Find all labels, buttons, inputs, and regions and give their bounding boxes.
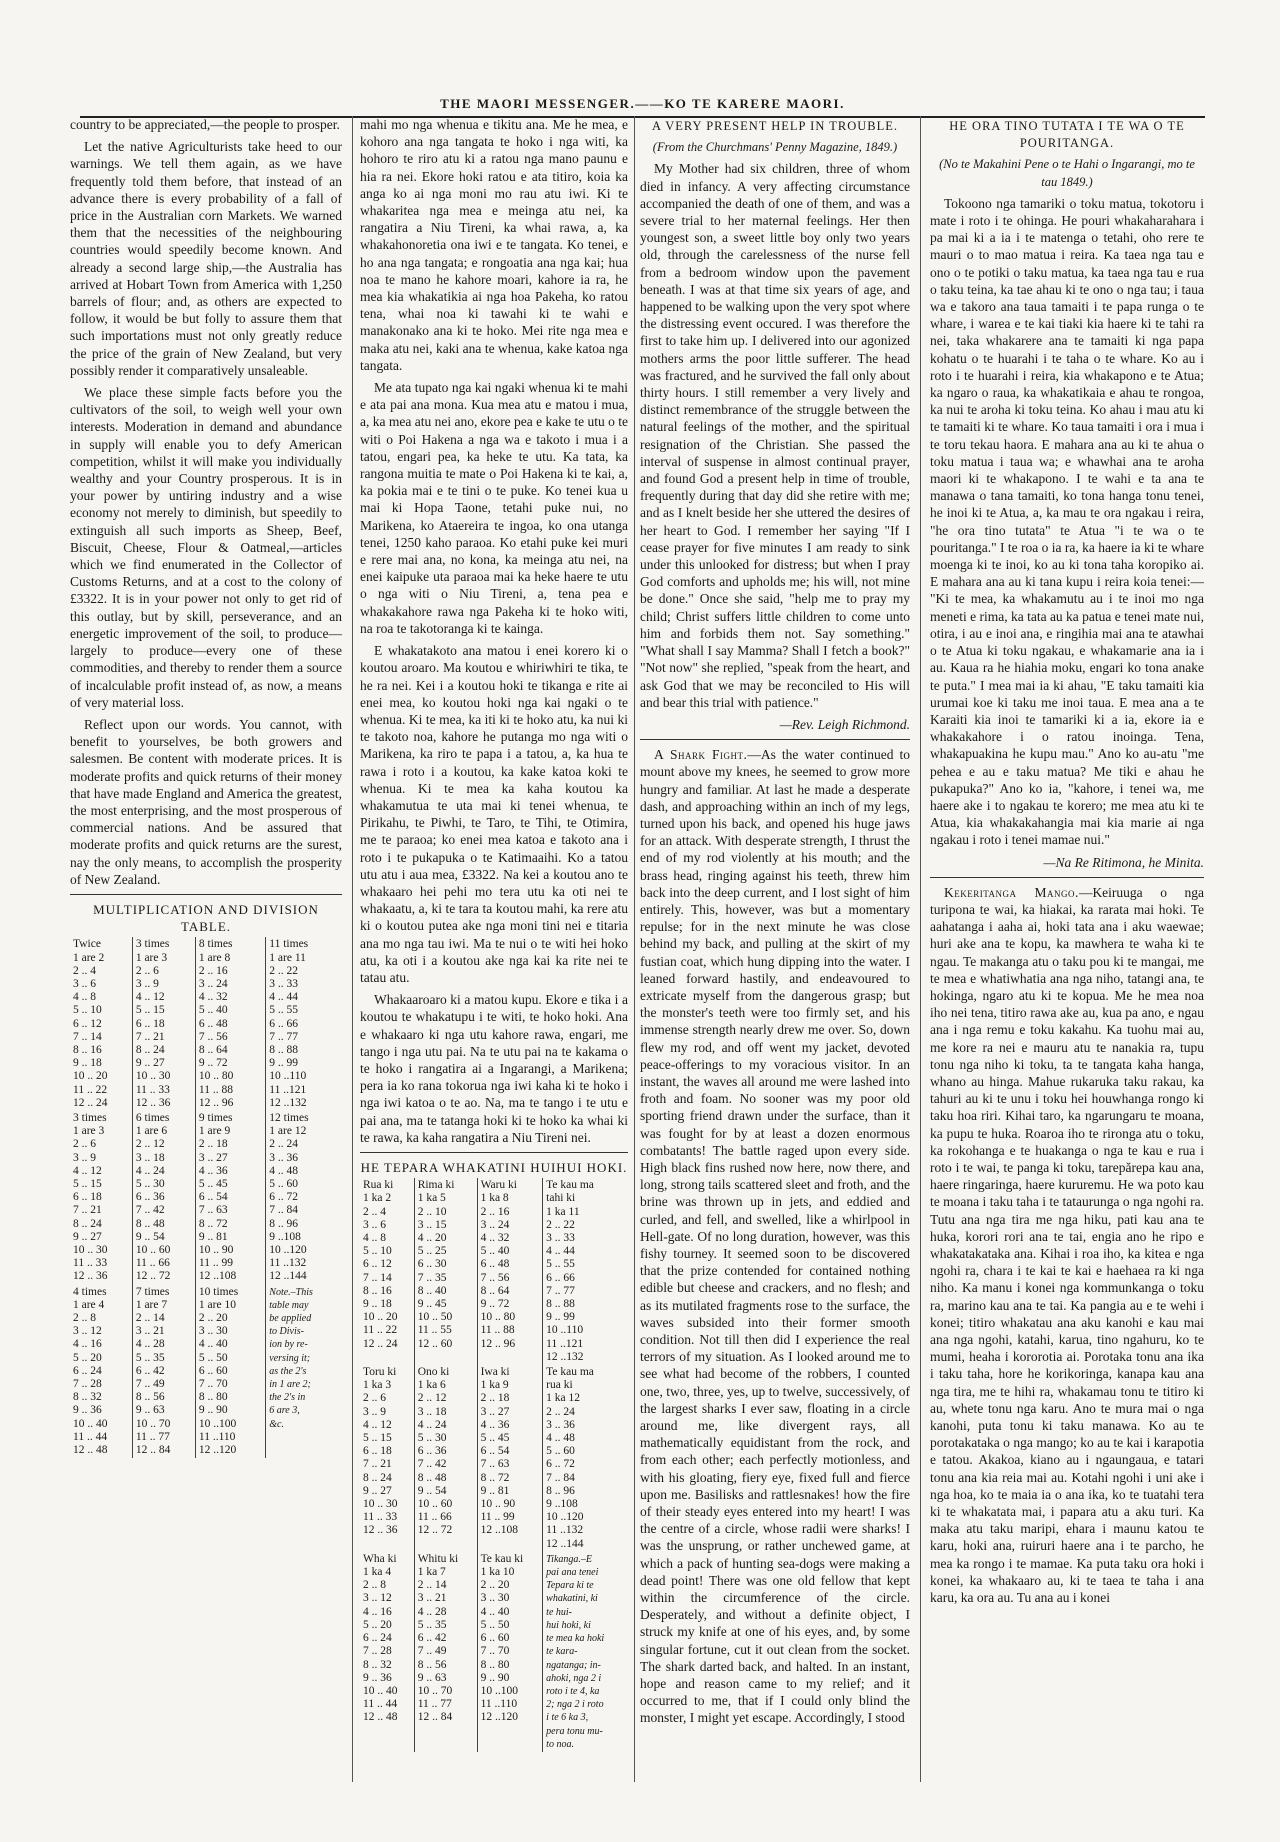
paragraph: mahi mo nga whenua e tikitu ana. Me he mea, e kohoro ana nga tangata te hoko i nga witi, ka hohoro te riro atu ki a ratou nga mano paunu e hia ra nei. Ekore hoki ratou e ata titiro, koia ka anga ko ai nga moni mo rau atu iwi. Ki te whakaritea nga mea e meinga atu nei, ka rangatira a Niu Tireni, ka whai rawa, a, ka whakahonoretia ona iwi e te tangata. Ko tenei, e ho ana nga tangata; e rongoatia ana nga kai; hua noa te mano he kahore moari, kahore ia ra, he mea kia whakatikia ai nga hoa Pakeha, ko ratou tena, whai noa ki tawahi ki te wahi e manakonako ana ki te hoko. Mei rite nga mea e maka atu nei, kaki ana te whenua, kake katoa nga tangata. xyxy=(360,117,628,373)
table-cell: 9 times 1 are 9 2 .. 18 3 .. 27 4 .. 36 5 .. 45 6 .. 54 7 .. 63 8 .. 72 9 .. 81 10 .. 90 11 .. 99 12 ..108 xyxy=(195,1111,265,1285)
table-cell: 11 times 1 are 11 2 .. 22 3 .. 33 4 .. 44 5 .. 55 6 .. 66 7 .. 77 8 .. 88 9 .. 99 10 ..110 11 ..121 12 ..132 xyxy=(266,937,342,1111)
table-row xyxy=(360,1178,628,1365)
paragraph: E whakatakoto ana matou i enei korero ki o koutou aroaro. Ma koutou e whiriwhiri te tika, te he ra nei. Kei i a koutou hoki te tikanga e rite ai enei mea, ko koutou hoki nga kai ngaki o te whenua. Ki te mea, ka iti ki te hoko atu, ka nui ki te takoto noa, kahore he putanga mo nga witi o Marikena, ka riro te papa i a tatou, a, ka hua te rawa i roto i a koutou, ka kake katoa koki te whenua. Ki te mea ka kaha koutou ka whakamutua te uta mai ki tenei whenua, te Pirikahu, te Piwhi, te Taro, te Tihi, te Otimira, me te paraoa; ko enei mea katoa e takoto ana i roto i te pukapuka o te Katimaaihi. Ko a tatou utu atu i aua mea, £3322. Na kei a koutou ano te whakaaro hei pehi mo tera utu ka oti nei te whakaatu, a, ki te tara ta koutou mahi, ka rere atu ki o koutou putea ake nga moni tini nei e titaria ana mo nga tau iwi. Ma te nui o te witi hei hoko atu, ka oti i a koutou ake nga kai ka rite nei te tatau atu. xyxy=(360,643,628,985)
table-cell: Te kau ki 1 ka 10 2 .. 20 3 .. 30 4 .. 40 5 .. 50 6 .. 60 7 .. 70 8 .. 80 9 .. 90 10 ..100 11 ..110 12 ..120 xyxy=(477,1552,543,1752)
paragraph: My Mother had six children, three of whom died in infancy. A very affecting circumstance accompanied the death of one of them, and was a severe trial to her maternal feelings. Her then youngest son, a sweet little boy only two years old, through the carelessness of the nurse fell from a bedroom window upon the pavement beneath. I was at that time six years of age, and happened to be walking upon the very spot where the distressing event occured. I was therefore the first to take him up. I delivered into our agonized mothers arms the poor little sufferer. The head was fractured, and he survived the fall only about thirty hours. I still remember a very lively and distinct remembrance of the struggle between the natural feelings of the mother, and the spiritual resignation of the Christian. She passed the interval of suspense in almost continual prayer, and found God a present help in time of trouble, frequently during that day did she retire with me; and as I knelt beside her she uttered the desires of her heart to God. I remember her saying "If I cease prayer for five minutes I am ready to sink under this unlooked for distress; but when I pray God comforts and upholds me; his will, not mine be done." Once she said, "help me to pray my child; Christ suffers little children to come unto him and forbids them not. Say something." "What shall I say Mamma? Shall I fetch a book?" "Not now" she replied, "speak from the heart, and ask God that we may be reconciled to His will and bear this trial with patience." xyxy=(640,161,910,710)
column-english-article xyxy=(70,116,342,1464)
paragraph: Let the native Agriculturists take heed to our warnings. We tell them again, as we have frequently told them before, that instead of an advance there is every probability of a fall of price in the Australian corn Markets. We warned them that the necessities of the neighbouring countries would speedily become known. And already a second large ship,—the Australia has arrived at Hobart Town from America with 1,250 barrels of flour; and, as others are expected to follow, it would be but folly to assure them that such importations must not only greatly reduce the price of the grain of New Zealand, but very possibly render it comparatively unsaleable. xyxy=(70,139,342,378)
masthead: THE MAORI MESSENGER.——KO TE KARERE MAORI. xyxy=(440,96,845,111)
table-cell: Rua ki 1 ka 2 2 .. 4 3 .. 6 4 .. 8 5 .. 10 6 .. 12 7 .. 14 8 .. 16 9 .. 18 10 .. 20 11 .. 22 12 .. 24 xyxy=(363,1179,398,1350)
column-divider xyxy=(634,116,635,1782)
table-cell: Waru ki 1 ka 8 2 .. 16 3 .. 24 4 .. 32 5 .. 40 6 .. 48 7 .. 56 8 .. 64 9 .. 72 10 .. 80 11 .. 88 12 .. 96 xyxy=(477,1178,543,1365)
section-rule xyxy=(70,894,342,895)
section-rule xyxy=(930,877,1204,878)
section-rule xyxy=(640,739,910,740)
multiplication-table xyxy=(70,937,342,1458)
table-cell: Whitu ki 1 ka 7 2 .. 14 3 .. 21 4 .. 28 5 .. 35 6 .. 42 7 .. 49 8 .. 56 9 .. 63 10 .. 70 11 .. 77 12 .. 84 xyxy=(414,1552,477,1752)
article-heading: Kekeritanga Mango. xyxy=(944,884,1079,900)
paragraph xyxy=(930,884,1204,1607)
table-row xyxy=(360,1365,628,1552)
table-cell: 10 times 1 are 10 2 .. 20 3 .. 30 4 .. 40 5 .. 50 6 .. 60 7 .. 70 8 .. 80 9 .. 90 10 ..100 11 ..110 12 ..120 xyxy=(195,1285,265,1459)
maori-multiplication-table xyxy=(360,1178,628,1752)
table-cell: Tikanga.–E pai ana tenei Tepara ki te whakatini, ki te hui- hui hoki, ki te mea ka hoki te kara- ngatanga; in- ahoki, nga 2 i roto i te 4, ka 2; nga 2 i roto i te 6 ka 3, pera tonu mu- to noa. xyxy=(543,1552,628,1752)
table-title: HE TEPARA WHAKATINI HUIHUI HOKI. xyxy=(360,1159,628,1175)
paragraph: Me ata tupato nga kai ngaki whenua ki te mahi e ata pai ana mona. Kua mea atu e matou i mua, a, ka mea atu nei ano, ekore pea e kake te utu o te witi o Poi Hakena a nga wa e takoto i mua i a tatou, engari pea, ka heke te utu. Ka tata, ka rangona muitia te mate o Poi Hakena ki te kai, a, ka pokia mai e te tini o te puke. Ko tenei kua u mai ki Hopa Taone, tetahi puke nui, no Marikena, ko Ataereira te ingoa, ko ona utanga tenei, 1250 kaho paraoa. Ko etahi puke kei muri e rere mai ana, no kona, ka meinga atu nei, na enei kaipuke uta paraoa mai ka heke haere te utu o nga witi o Niu Tireni, a, tena pea e whakakahore rawa nga Pakeha ki te hoko witi, na roa te takotoranga ki te kainga. xyxy=(360,380,628,636)
table-cell: Te kau ma rua ki 1 ka 12 2 .. 24 3 .. 36 4 .. 48 5 .. 60 6 .. 72 7 .. 84 8 .. 96 9 ..108 10 ..120 11 ..132 12 ..144 xyxy=(543,1365,628,1552)
signature: —Rev. Leigh Richmond. xyxy=(779,716,910,732)
table-title: MULTIPLICATION AND DIVISION TABLE. xyxy=(93,901,319,935)
table-cell: 7 times 1 are 7 2 .. 14 3 .. 21 4 .. 28 5 .. 35 6 .. 42 7 .. 49 8 .. 56 9 .. 63 10 .. 70 11 .. 77 12 .. 84 xyxy=(132,1285,195,1459)
paragraph: We place these simple facts before you the cultivators of the soil, to weigh well your own interests. Moderation in demand and abundance in supply will enable you to defy American competition, whilst it will make you individually wealthy and your Country prosperous. It is in your power by untiring industry and a wise economy not merely to diminish, but speedily to extinguish all such imports as Sheep, Beef, Biscuit, Cheese, Flour & Oatmeal,—articles which we find enumerated in the Collector of Customs Returns, and at a cost to the colony of £3322. It is in your power not only to get rid of this outlay, but by skill, perseverance, and an energetic improvement of the soil, to produce—largely to produce—every one of these commodities, and thereby to render them a source of incalculable profit instead of, as now, a means of very material loss. xyxy=(70,385,342,710)
table-row xyxy=(70,1111,342,1285)
paragraph-text: —Keiruuga o nga turipona te wai, ka hiakai, ka rarata mai hoki. Te aahatanga i aaha ai, hoki tata ana i aku waewae; huri ake ana te kopu, ka mawhera te waha ki te ngau. Te makanga atu o taku pou ki te mangai, me te mea e whatiwhatia ana nga niho, tatangi ana, te hokinga, ngaro atu ki te kopua. Me he mea noa iho nei tena, titiro rawa ake au, kua pa ano, e ngau ana i nga remu e toku kakahu. Ka tuohu mai au, me kore ra nei e mauru atu te nanakia ra, tupu tonu nga niho ki toku, ta te tangata kaha hanga, whano au hinga. Mahue rukaruka taku rakau, ka tahuri au ki te unu i toku hei houwhanga rongo ki taku hoa riri. Kihai taro, ka ngarungaru te moana, ka pupu te huka. Roaroa iho te rironga atu o toku, ka rokohanga e te huakanga o nga te kau e rua i roto i te wai, te panga ki toku, tarepărepa kau ana, haere ringaringa, haere kururemu. He wa poto kau te moana i taku taha i te tataurunga o nga ngohi ra. Tutu ana nga tira me nga hiku, pati kau ana te huka, korori rori ana te tai, engia ano he ripo e whakatakataka ana. Kihai i roa iho, ka kitea e nga ngohi ra, chara i te kai te kai e haehaea ra ki nga niho. Ka manu i konei nga kommunkanga o toku ra, marino kau ana te tai. Ka pangia au e te wehi i konei; titiro whakatau ana aku kanohi e kau mai ana nga ngohi, katahi, karua, tino ngahuru, ko te mumi, heaha i kororotia ai. Porotaka tonu ana ika i taku taha, hore he korikoringa, kanapa kau ana nga tira, me te hihi ra, whakamau tonu te titiro ki au, whete tonu nga karu. Ano te mura mai o nga kanohi, puta tonu ki taku manawa. Ko au te porotakataka o nga mango; ko au te kai i karapotia e tatou. Akakoa, kiano au i ngaungaua, e tatari tonu ana kia reia mai au. Kotahi ngohi i uni ake i nga hoa, ko te maia ia o ana ika, ko te tuatahi tera ki te whakatata mai, i papara atu a aku turi. Ka maka atu taku maripi, ehara i maunu katou te karu, hoki ana, ruiruri haere ana i te parcho, he mea ka rongo i te mamae. Ka puta taku ora hoki i konei, ka whakaaro au, ki te taea te taha i ana karu, ka ora au. Tu ana au i konei xyxy=(930,884,1204,1606)
paragraph: country to be appreciated,—the people to prosper. xyxy=(70,117,340,132)
section-rule xyxy=(360,1152,628,1153)
article-source: (From the Churchmans' Penny Magazine, 1849.) xyxy=(652,140,898,155)
table-cell: Ono ki 1 ka 6 2 .. 12 3 .. 18 4 .. 24 5 .. 30 6 .. 36 7 .. 42 8 .. 48 9 .. 54 10 .. 60 11 .. 66 12 .. 72 xyxy=(414,1365,477,1552)
article-heading: A VERY PRESENT HELP IN TROUBLE. xyxy=(651,119,899,133)
column-maori-story xyxy=(930,116,1204,1611)
column-divider xyxy=(352,116,353,1782)
table-row xyxy=(360,1552,628,1752)
table-cell: Wha ki 1 ka 4 2 .. 8 3 .. 12 4 .. 16 5 .. 20 6 .. 24 7 .. 28 8 .. 32 9 .. 36 10 .. 40 11 .. 44 12 .. 48 xyxy=(363,1552,398,1724)
table-cell: 12 times 1 are 12 2 .. 24 3 .. 36 4 .. 48 5 .. 60 6 .. 72 7 .. 84 8 .. 96 9 ..108 10 ..120 11 ..132 12 ..144 xyxy=(266,1111,342,1285)
table-cell: Twice 1 are 2 2 .. 4 3 .. 6 4 .. 8 5 .. 10 6 .. 12 7 .. 14 8 .. 16 9 .. 18 10 .. 20 11 .. 22 12 .. 24 xyxy=(73,938,108,1109)
paragraph: Tokoono nga tamariki o toku matua, tokotoru i mate i roto i te ohinga. He pouri whakaharahara i pa mai ki a ia i te matenga o tetahi, oho rere te mauri o to mao matua i reira. Ka taea nga tau e ono o te potiki o taku matua, ka taea nga tau e rua o taku teina, ka tae ahau ki te ono o nga tau; i taua wa e takoro ana taua tamaiti i te papa runga o te whare, i warea e te kai tiaki kia haere ki te tahi ra nei, taka whakarere ana te tamaiti ki nga papa kohatu o te huarahi i te taha o te whare. Ko au i roto i te huarahi i reira, kia whakapono e te Atua; ka ngaro o raua, ka whakatikaia e ahau te rongoa, ka nui te aroha ki toku teina. Ko ahau i mau atu ki te tamaiti ki te whare. Ko taua tamaiti i ora i mua i te toru tekau haora. E mahara ana au ki te ahua o toku matua i taua wa; e whawhai ana te aroha maori ki te whakapono. I te wahi e ta ana te manawa o tana tamaiti, ko tona hanga tonu tenei, he inoi ki te Atua, a, ka mau te ora ngakau i reira, "he ora tino tutata" te Atua "i te wa o te pouritanga." I te roa o ia ra, ka haere ia ki te whare moenga ki te inoi, ko au ki tona taha koropiko ai. E mahara ana au ki tana kupu i reira koia tenei:— "Ki te mea, ka whakamutu au i te inoi mo nga meneti e rima, ka tata au ka patua e tenei mate nui, otira, i au e inoi ana, e ringihia mai ana te atawhai o te Atua ki toku ngakau, e whakamarie ana ia i au. Kaua ra he hiahia moku, engari ko tona anake te puta." I mea mai ia ki ahau, "E taku tamaiti kia urumai koe ki taku me inoi taua. E mea ana a te Karaiti kia inoi te tamariki ki a ia, ekore ia e whakakahore i o ratou inoinga. Tena, whakapuakina he kupu mau." Ano ko au-atu "me pehea e au e taku matua? Me tiki e ahau he pukapuka?" Ano ko ia, "kahore, i tenei wa, me haere ake i to ngakau te korero; me mea atu ki te Atua, kia whakakahangia mai kia marie ai nga ngakau i roto i tenei mamae nui." xyxy=(930,195,1205,848)
table-cell: 3 times 1 are 3 2 .. 6 3 .. 9 4 .. 12 5 .. 15 6 .. 18 7 .. 21 8 .. 24 9 .. 27 10 .. 30 11 .. 33 12 .. 36 xyxy=(73,1111,108,1283)
table-row xyxy=(70,937,342,1111)
table-cell: Iwa ki 1 ka 9 2 .. 18 3 .. 27 4 .. 36 5 .. 45 6 .. 54 7 .. 63 8 .. 72 9 .. 81 10 .. 90 11 .. 99 12 ..108 xyxy=(477,1365,543,1552)
article-heading: HE ORA TINO TUTATA I TE WA O TE POURITANGA. xyxy=(949,119,1185,151)
table-cell: Toru ki 1 ka 3 2 .. 6 3 .. 9 4 .. 12 5 .. 15 6 .. 18 7 .. 21 8 .. 24 9 .. 27 10 .. 30 11 .. 33 12 .. 36 xyxy=(363,1366,398,1537)
signature: —Na Re Ritimona, he Minita. xyxy=(1043,854,1204,870)
article-source: (No te Makahini Pene o te Hahi o Ingarangi, mo te tau 1849.) xyxy=(939,157,1195,189)
column-divider xyxy=(920,116,921,1782)
table-row xyxy=(70,1285,342,1459)
article-heading: A Shark Fight. xyxy=(654,747,748,763)
column-english-story xyxy=(640,116,910,1732)
table-cell: 8 times 1 are 8 2 .. 16 3 .. 24 4 .. 32 5 .. 40 6 .. 48 7 .. 56 8 .. 64 9 .. 72 10 .. 80 11 .. 88 12 .. 96 xyxy=(195,937,265,1111)
table-cell: Te kau ma tahi ki 1 ka 11 2 .. 22 3 .. 33 4 .. 44 5 .. 55 6 .. 66 7 .. 77 8 .. 88 9 .. 99 10 ..110 11 ..121 12 ..132 xyxy=(543,1178,628,1365)
column-maori-article xyxy=(360,116,628,1758)
paragraph: Whakaaroaro ki a matou kupu. Ekore e tika i a koutou te whakatupu i te witi, te hoko hoki. Ana e whakaaro ki nga utu kahore rawa, engari, me tango i nga utu pai. Na te utu pai na te kakama o te hoko i rangatira ai a Ingarangi, a Marikena; pera ia ko rana tokorua nga iwi kaha ki te hoko i nga iwi katoa o te ao. Na, ma te tango i te utu e pai ana, ma te tatanga hoki ki te hoko ka whai ki te rawa, ka kaha rangatira a Niu Tireni nei. xyxy=(360,992,628,1145)
table-cell: 4 times 1 are 4 2 .. 8 3 .. 12 4 .. 16 5 .. 20 6 .. 24 7 .. 28 8 .. 32 9 .. 36 10 .. 40 11 .. 44 12 .. 48 xyxy=(73,1285,108,1457)
table-cell: 3 times 1 are 3 2 .. 6 3 .. 9 4 .. 12 5 .. 15 6 .. 18 7 .. 21 8 .. 24 9 .. 27 10 .. 30 11 .. 33 12 .. 36 xyxy=(132,937,195,1111)
table-cell: Note.–This table may be applied to Divis- ion by re- versing it; as the 2's in 1 are 2; the 2's in 6 are 3, &c. xyxy=(266,1285,342,1459)
paragraph xyxy=(640,746,910,1727)
paragraph: Reflect upon our words. You cannot, with benefit to yourselves, be both growers and salesmen. Be content with moderate prices. It is moderate profits and quick returns of their money that have made England and America the greatest, the most enterprising, and the most prosperous of commercial nations. And be assured that moderate profits and quick returns are the surest, nay the only means, to accomplish the prosperity of New Zealand. xyxy=(70,716,342,887)
table-cell: Rima ki 1 ka 5 2 .. 10 3 .. 15 4 .. 20 5 .. 25 6 .. 30 7 .. 35 8 .. 40 9 .. 45 10 .. 50 11 .. 55 12 .. 60 xyxy=(414,1178,477,1365)
paragraph-text: —As the water continued to mount above my knees, he seemed to grow more hungry and familiar. At last he made a desperate dash, and approaching within an inch of my legs, turned upon his back, and opened his huge jaws for an attack. With desperate strength, I thrust the end of my rod violently at his mouth; and the brass head, ringing against his teeth, threw him back into the deep current, and I lost sight of him entirely. This, however, was but a momentary repulse; for in the next minute he was close behind my back, and pulling at the skirt of my fustian coat, which hung dipping into the water. I leaned forward hastily, and endeavoured to extricate myself from the dangerous grasp; but the monster's teeth were too firmly set, and his immense strength nearly drew me over. So, down flew my rod, and off went my jacket, devoted peace-offerings to my voracious visitor. In an instant, the waves all around me were lashed into froth and foam. No sooner was my poor old sporting friend drawn under the surface, than it was fought for by at least a dozen enormous combatants! The battle raged upon every side. High black fins rushed now here, now there, and long, strong tails scattered sleet and froth, and the brine was thrown up in jets, and eddied and curled, and fell, and swelled, like a whirlpool in Hell-gate. Of no long duration, however, was this fishy tourney. It seemed soon to be discovered that the prize contended for contained nothing edible but cheese and crackers, and no flesh; and as its mutilated fragments rose to the surface, the waves subsided into their former smooth condition. Not till then did I experience the real terrors of my situation. As I looked around me to see what had become of the robbers, I counted one, two, three, yes, up to twelve, successively, of the largest sharks I ever saw, floating in a circle around me, like divergent rays, all mathematically equidistant from the rock, and from each other; each perfectly motionless, and with his gloating, fiery eye, fixed full and fierce upon me. Basilisks and rattlesnakes! how the fire of their steady eyes entered into my heart! I was the centre of a circle, whose radii were sharks! I was the unsprung, or rather unchewed game, at which a pack of hunting sea-dogs were making a dead point! There was one old fellow that kept within the circumference of the circle. Desperately, and without a definite object, I struck my knife at one of his eyes, and, by some singular fortune, cut it out clean from the socket. The shark darted back, and halted. In an instant, hope and reason came to my relief; and it occurred to me, that if I could only blind the monster, I might yet escape. Accordingly, I stood xyxy=(640,747,910,1726)
table-cell: 6 times 1 are 6 2 .. 12 3 .. 18 4 .. 24 5 .. 30 6 .. 36 7 .. 42 8 .. 48 9 .. 54 10 .. 60 11 .. 66 12 .. 72 xyxy=(132,1111,195,1285)
